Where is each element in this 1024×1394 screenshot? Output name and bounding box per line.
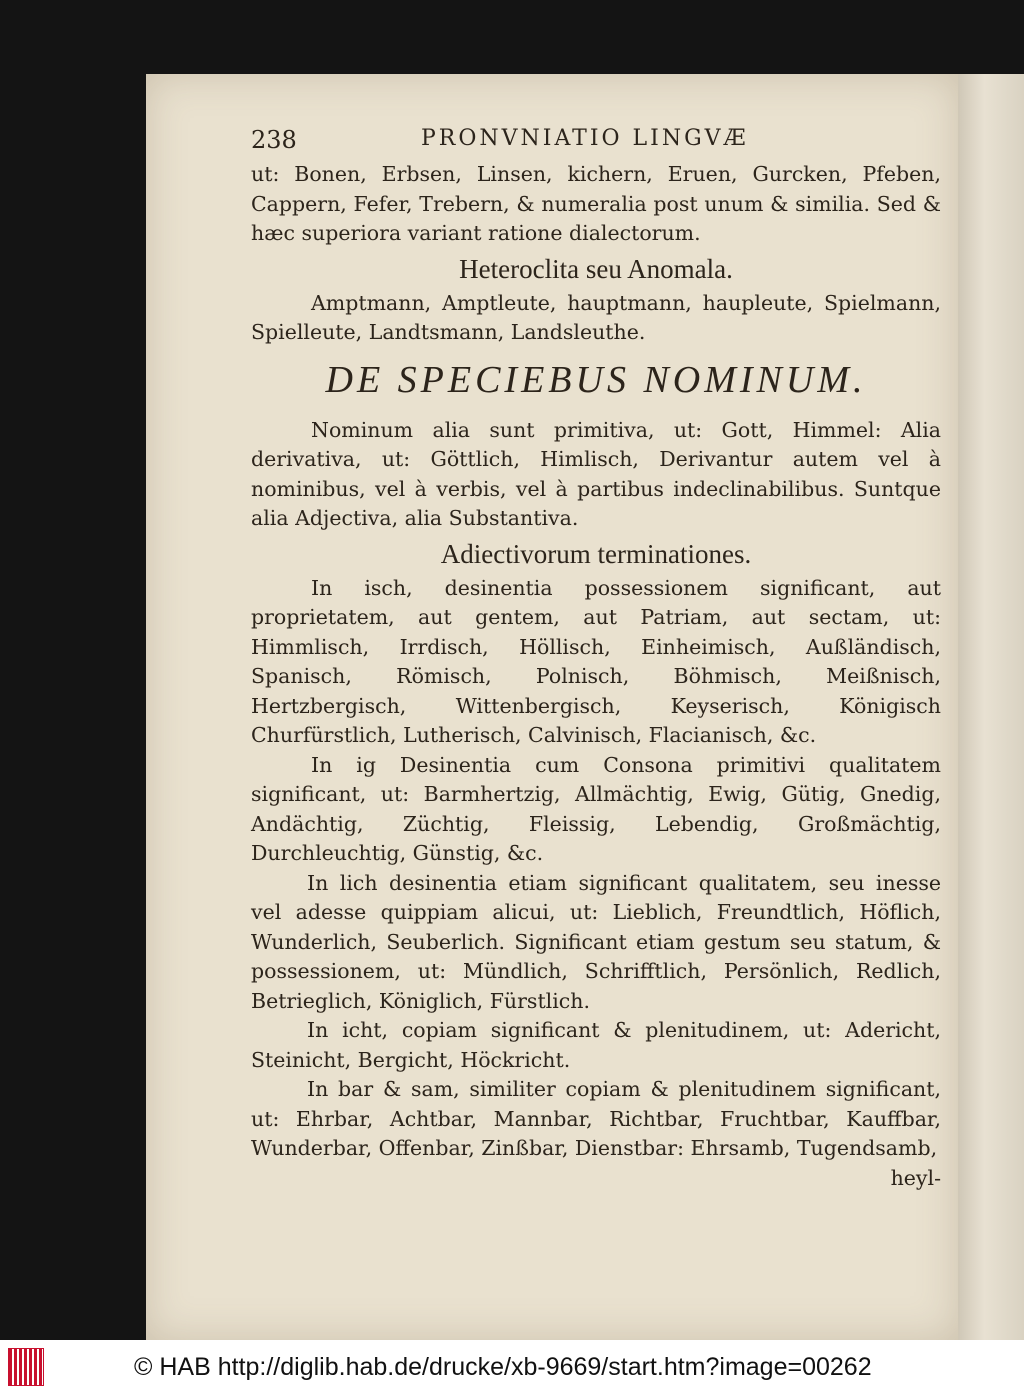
page-header bbox=[251, 118, 941, 160]
running-head: PRONVNIATIO LINGVÆ bbox=[421, 126, 749, 151]
heading-de-speciebus: DE SPECIEBUS NOMINUM. bbox=[325, 358, 867, 401]
heading-adiectivorum: Adiectivorum terminationes. bbox=[440, 538, 752, 569]
paragraph-7: In icht, copiam significant & plenitudinem, ut: Adericht, Steinicht, Bergicht, Höckricht. bbox=[251, 1018, 941, 1072]
paragraph-2: Amptmann, Amptleute, hauptmann, haupleute, Spielmann, Spielleute, Landtsmann, Landsleuthe. bbox=[251, 290, 941, 344]
paragraph-5: In ig Desinentia cum Consona primitivi qualitatem significant, ut: Barmhertzig, Allmächtig, Ewig, Gütig, Gnedig, Andächtig, Züchtig, Fleissig, Lebendig, Großmächtig, Durchleuchtig, Günstig, &c. bbox=[251, 752, 941, 865]
footer-credit[interactable]: © HAB http://diglib.hab.de/drucke/xb-9669/start.htm?image=00262 bbox=[134, 1352, 872, 1381]
footer-bar bbox=[0, 1340, 1024, 1394]
paragraph-4: In isch, desinentia possessionem significant, aut proprietatem, aut gentem, aut Patriam, aut sectam, ut: Himmlisch, Irrdisch, Höllisch, Einheimisch, Außländisch, Spanisch, Römisch, Polnisch, Böhmisch, Meißnisch, Hertzbergisch, Wittenbergisch, Keyserisch, Königisch Churfürstlich, Lutherisch, Calvinisch, Flacianisch, &c. bbox=[251, 575, 941, 747]
paragraph-6: In lich desinentia etiam significant qualitatem, seu inesse vel adesse quippiam alicui, ut: Lieblich, Freundtlich, Höflich, Wunderlich, Seuberlich. Significant etiam gestum seu statum, & possessionem, ut: Mündlich, Schrifftlich, Persönlich, Redlich, Betrieglich, Königlich, Fürstlich. bbox=[251, 870, 941, 1013]
page-text bbox=[251, 118, 941, 1193]
facing-page-edge bbox=[958, 74, 1024, 1340]
paragraph-1: ut: Bonen, Erbsen, Linsen, kichern, Eruen, Gurcken, Pfeben, Cappern, Fefer, Trebern, & numeralia post unum & similia. Sed & hæc superiora variant ratione dialectorum. bbox=[251, 162, 941, 245]
catchword: heyl- bbox=[890, 1165, 941, 1190]
paragraph-3: Nominum alia sunt primitiva, ut: Gott, Himmel: Alia derivativa, ut: Göttlich, Himlisch, Derivantur autem vel à nominibus, vel à verbis, vel à partibus indeclinabilibus. Suntque alia Adjectiva, alia Substantiva. bbox=[251, 417, 941, 530]
paragraph-8: In bar & sam, similiter copiam & plenitudinem significant, ut: Ehrbar, Achtbar, Mannbar, Richtbar, Fruchtbar, Kauffbar, Wunderbar, Offenbar, Zinßbar, Dienstbar: Ehrsamb, Tugendsamb, bbox=[251, 1077, 941, 1160]
hab-logo-icon bbox=[8, 1348, 44, 1386]
heading-heteroclita: Heteroclita seu Anomala. bbox=[459, 253, 733, 284]
page-number: 238 bbox=[251, 126, 297, 154]
